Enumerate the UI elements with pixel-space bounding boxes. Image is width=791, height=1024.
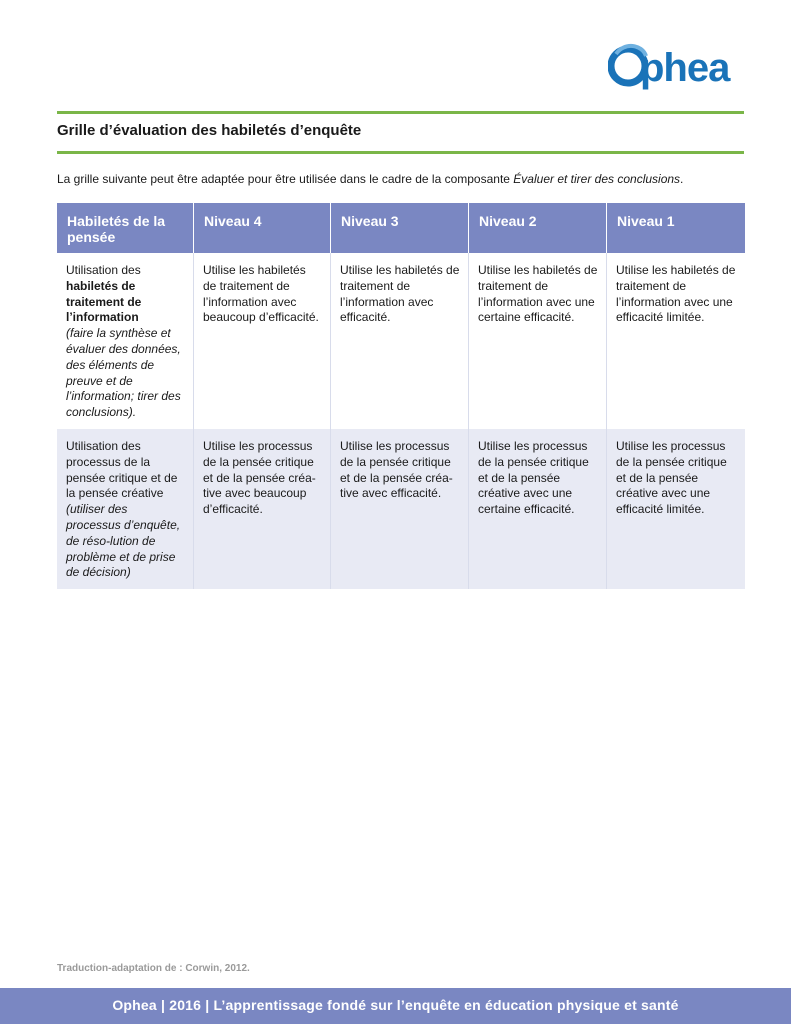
level-3-cell: Utilise les habiletés de traitement de l’information avec efficacité. [331,253,469,429]
page-footer: Ophea | 2016 | L’apprentissage fondé sur l’enquête en éducation physique et santé [0,988,791,1024]
level-4-cell: Utilise les processus de la pensée critique et de la pensée créa-tive avec beaucoup d’efficacité. [194,429,331,589]
skill-prefix: Utilisation des [66,263,141,277]
table-row [57,253,745,429]
skill-italic: (faire la synthèse et évaluer des données, des éléments de preuve et de l’information; tirer des conclusions). [66,326,181,420]
header-level-2: Niveau 2 [469,203,607,253]
level-1-cell: Utilise les processus de la pensée critique et de la pensée créative avec une efficacité limitée. [607,429,745,589]
source-note: Traduction-adaptation de : Corwin, 2012. [57,963,250,974]
skill-bold: habiletés de traitement de l’information [66,278,142,325]
table-header-row [57,203,745,253]
intro-end: . [680,172,684,186]
header-skills: Habiletés de la pensée [57,203,194,253]
header-level-1: Niveau 1 [607,203,745,253]
skill-cell [57,429,194,589]
header-level-4: Niveau 4 [194,203,331,253]
skill-prefix: Utilisation des processus de la pensée critique et de la pensée créative [66,438,178,501]
title-rule [57,151,744,154]
level-2-cell: Utilise les processus de la pensée critique et de la pensée créative avec une certaine efficacité. [469,429,607,589]
skill-italic: (utiliser des processus d’enquête, de réso-lution de problème et de prise de décision) [66,502,181,580]
level-4-cell: Utilise les habiletés de traitement de l’information avec beaucoup d’efficacité. [194,253,331,429]
intro-plain: La grille suivante peut être adaptée pour être utilisée dans le cadre de la composante [57,172,514,186]
assessment-grid [57,203,745,589]
top-rule [57,111,744,114]
level-3-cell: Utilise les processus de la pensée critique et de la pensée créa-tive avec efficacité. [331,429,469,589]
level-1-cell: Utilise les habiletés de traitement de l’information avec une efficacité limitée. [607,253,745,429]
level-2-cell: Utilise les habiletés de traitement de l’information avec une certaine efficacité. [469,253,607,429]
intro-text [57,172,683,186]
table-row [57,429,745,589]
intro-italic: Évaluer et tirer des conclusions [513,172,681,186]
skill-cell [57,253,194,429]
ophea-logo [608,40,748,98]
page-title: Grille d’évaluation des habiletés d’enquête [57,122,362,139]
header-level-3: Niveau 3 [331,203,469,253]
logo-wordmark: phea [640,46,730,90]
